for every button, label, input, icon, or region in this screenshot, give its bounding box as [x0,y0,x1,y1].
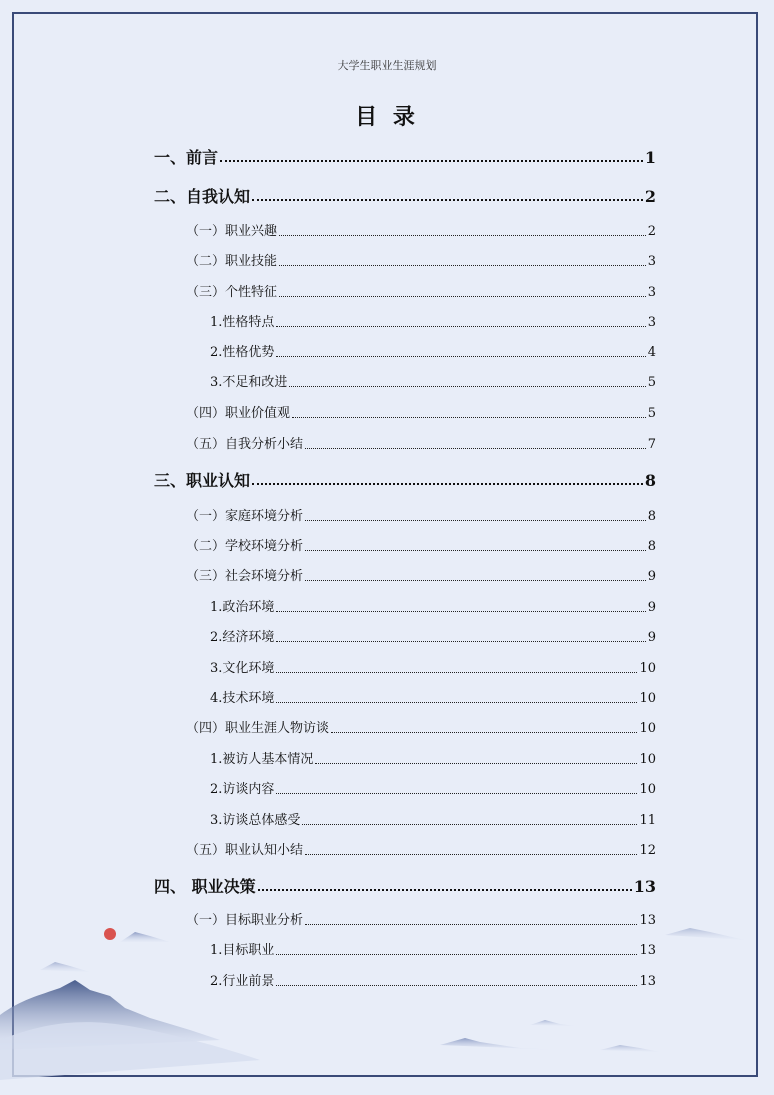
toc-page: 7 [647,437,656,452]
dot-leader [276,611,645,612]
toc-entry[interactable] [154,874,656,896]
toc-page: 10 [639,752,656,767]
toc-entry[interactable] [154,468,656,490]
page-title: 目 录 [355,104,419,130]
distant-peak [440,1038,560,1050]
toc-entry[interactable] [210,626,656,648]
toc-entry[interactable] [186,402,656,424]
toc-page: 12 [639,843,656,858]
toc-page: 10 [639,661,656,676]
toc-label: （二）学校环境分析 [186,539,304,554]
toc-label: （三）个性特征 [186,285,278,300]
toc-page: 8 [647,539,656,554]
dot-leader [276,672,637,673]
red-sun-icon [104,928,116,940]
dot-leader [292,417,646,418]
toc-page: 10 [639,691,656,706]
dot-leader [305,550,646,551]
toc-entry[interactable] [210,311,656,333]
toc-label: （五）职业认知小结 [186,843,304,858]
dot-leader [276,326,645,327]
toc-page: 13 [639,943,656,958]
toc-label: 一、前言 [154,148,219,167]
toc-page: 10 [639,782,656,797]
distant-peak [120,932,170,942]
toc-label: （一）家庭环境分析 [186,509,304,524]
dot-leader [305,520,646,521]
toc-entry[interactable] [210,687,656,709]
toc-page: 2 [647,224,656,239]
toc-page: 13 [633,877,656,896]
dot-leader [302,824,637,825]
dot-leader [252,199,643,201]
distant-peak [600,1045,660,1052]
toc-page: 2 [644,187,656,206]
toc-label: 3.文化环境 [210,661,275,676]
toc-label: 1.性格特点 [210,315,275,330]
dot-leader [279,235,646,236]
toc-entry[interactable] [210,748,656,770]
toc-label: 2.行业前景 [210,974,275,989]
toc-entry[interactable] [210,809,656,831]
toc-entry[interactable] [210,371,656,393]
toc-label: 4.技术环境 [210,691,275,706]
toc-entry[interactable] [154,184,656,206]
toc-page: 11 [639,813,656,828]
toc-page: 3 [647,285,656,300]
toc-entry[interactable] [186,433,656,455]
toc-label: 四、 职业决策 [154,877,256,896]
toc-page: 8 [647,509,656,524]
toc-label: 3.访谈总体感受 [210,813,301,828]
toc-entry[interactable] [154,145,656,167]
toc-page: 3 [647,315,656,330]
toc-label: 2.性格优势 [210,345,275,360]
toc-label: 二、自我认知 [154,187,251,206]
dot-leader [279,296,646,297]
distant-peak [665,928,745,940]
running-header: 大学生职业生涯规划 [337,59,437,72]
toc-label: 2.经济环境 [210,630,275,645]
toc-page: 1 [644,148,656,167]
toc-label: 三、职业认知 [154,471,251,490]
toc-label: 1.被访人基本情况 [210,752,314,767]
dot-leader [276,793,637,794]
toc-page: 13 [639,913,656,928]
toc-entry[interactable] [210,657,656,679]
toc-page: 10 [639,721,656,736]
dot-leader [252,483,643,485]
toc-entry[interactable] [210,778,656,800]
toc-page: 13 [639,974,656,989]
toc-entry[interactable] [210,341,656,363]
distant-peak [40,962,90,972]
ink-mountain-decoration [0,900,774,1095]
dot-leader [258,889,632,891]
toc-page: 8 [644,471,656,490]
toc-entry[interactable] [186,505,656,527]
toc-label: （五）自我分析小结 [186,437,304,452]
toc-page: 4 [647,345,656,360]
dot-leader [276,356,645,357]
toc-label: 1.政治环境 [210,600,275,615]
toc-entry[interactable] [186,281,656,303]
dot-leader [305,448,646,449]
toc-label: 3.不足和改进 [210,375,288,390]
distant-peak [530,1020,575,1026]
toc-entry[interactable] [186,535,656,557]
dot-leader [220,160,643,162]
toc-page: 5 [647,406,656,421]
toc-entry[interactable] [186,839,656,861]
toc-entry[interactable] [186,717,656,739]
toc-label: （二）职业技能 [186,254,278,269]
toc-page: 5 [647,375,656,390]
toc-entry[interactable] [186,565,656,587]
dot-leader [315,763,637,764]
toc-page: 9 [647,569,656,584]
toc-label: 2.访谈内容 [210,782,275,797]
dot-leader [331,732,637,733]
mist [0,1022,260,1080]
dot-leader [305,580,646,581]
toc-page: 3 [647,254,656,269]
dot-leader [305,854,637,855]
toc-label: 1.目标职业 [210,943,275,958]
toc-label: （四）职业价值观 [186,406,291,421]
toc-page: 9 [647,600,656,615]
toc-page: 9 [647,630,656,645]
dot-leader [289,386,645,387]
toc-entry[interactable] [186,220,656,242]
dot-leader [276,702,637,703]
toc-label: （一）目标职业分析 [186,913,304,928]
toc-label: （三）社会环境分析 [186,569,304,584]
toc-entry[interactable] [186,250,656,272]
dot-leader [279,265,646,266]
toc-label: （一）职业兴趣 [186,224,278,239]
dot-leader [276,641,645,642]
toc-label: （四）职业生涯人物访谈 [186,721,330,736]
toc-entry[interactable] [210,596,656,618]
